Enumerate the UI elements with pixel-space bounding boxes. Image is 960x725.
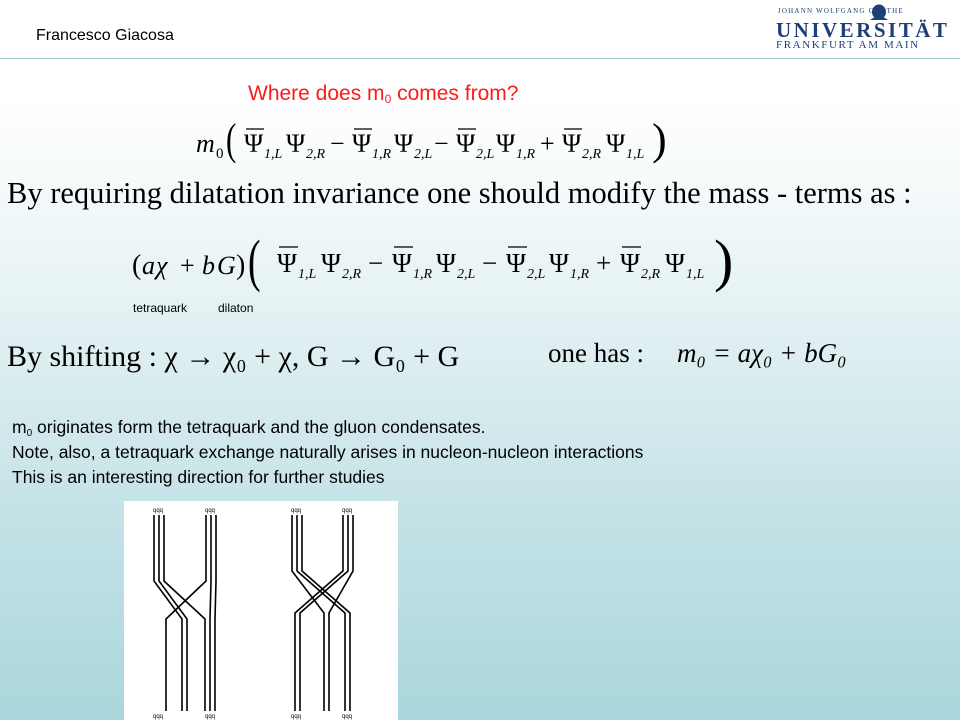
- svg-text:−: −: [482, 248, 498, 278]
- dilaton-label: dilaton: [218, 301, 254, 315]
- dilatation-statement: By requiring dilatation invariance one should modify the mass - terms as :: [7, 176, 912, 210]
- svg-text:2,L: 2,L: [476, 147, 495, 162]
- tetraquark-label: tetraquark: [133, 301, 188, 315]
- svg-text:Ψ: Ψ: [394, 129, 414, 158]
- svg-text:): ): [652, 118, 667, 164]
- svg-text:qqq: qqq: [342, 714, 353, 720]
- mass-term-formula: [196, 118, 726, 168]
- svg-text:Ψ: Ψ: [496, 129, 516, 158]
- svg-text:2,R: 2,R: [342, 267, 362, 282]
- slide-title: [248, 82, 518, 106]
- svg-text:−: −: [330, 129, 345, 158]
- svg-text:1,R: 1,R: [372, 147, 392, 162]
- tetraquark-exchange-diagram: [124, 501, 398, 720]
- svg-text:1,R: 1,R: [516, 147, 536, 162]
- quark-lines-graphic: [124, 501, 398, 720]
- svg-text:2,R: 2,R: [582, 147, 602, 162]
- svg-text:1,L: 1,L: [686, 267, 705, 282]
- shifting-statement: By shifting : χ → χ₀ + χ, G → G₀ + G: [7, 340, 460, 373]
- text-line-2: Note, also, a tetraquark exchange naturally arises in nucleon-nucleon interactions: [12, 442, 644, 462]
- svg-text:+: +: [180, 251, 195, 280]
- svg-text:qqq: qqq: [342, 508, 353, 514]
- dilatation-invariant-formula: [132, 234, 812, 298]
- header-divider: [0, 58, 960, 59]
- svg-text:2,L: 2,L: [457, 267, 476, 282]
- svg-text:0: 0: [216, 146, 224, 162]
- svg-text:Ψ: Ψ: [456, 129, 476, 158]
- svg-text:χ: χ: [156, 251, 168, 280]
- svg-text:+: +: [540, 129, 555, 158]
- svg-text:Ψ: Ψ: [352, 129, 372, 158]
- svg-text:Ψ: Ψ: [562, 129, 582, 158]
- svg-text:Ψ: Ψ: [321, 248, 341, 278]
- logo-line-3: FRANKFURT AM MAIN: [776, 39, 920, 51]
- svg-text:+: +: [596, 248, 612, 278]
- svg-text:−: −: [434, 129, 449, 158]
- svg-text:Ψ: Ψ: [620, 248, 640, 278]
- svg-text:1,L: 1,L: [626, 147, 645, 162]
- svg-text:2,R: 2,R: [641, 267, 661, 282]
- text-line-1: [12, 417, 485, 439]
- line1-subscript: 0: [26, 428, 33, 439]
- svg-text:Ψ: Ψ: [606, 129, 626, 158]
- text-line-3: This is an interesting direction for further studies: [12, 467, 385, 487]
- svg-text:Ψ: Ψ: [244, 129, 264, 158]
- svg-text:qqq: qqq: [153, 508, 164, 514]
- svg-text:Ψ: Ψ: [277, 248, 297, 278]
- svg-text:1,R: 1,R: [413, 267, 433, 282]
- svg-text:Ψ: Ψ: [506, 248, 526, 278]
- svg-text:Ψ: Ψ: [392, 248, 412, 278]
- title-main: Where does m: [248, 82, 385, 105]
- svg-text:2,R: 2,R: [306, 147, 326, 162]
- svg-text:b: b: [202, 251, 215, 280]
- svg-text:(: (: [132, 250, 142, 281]
- logo-line-1: JOHANN WOLFGANG GOETHE: [778, 7, 904, 15]
- author-name: Francesco Giacosa: [36, 27, 174, 44]
- svg-text:Ψ: Ψ: [549, 248, 569, 278]
- title-tail: comes from?: [391, 82, 519, 105]
- svg-text:qqq: qqq: [205, 714, 216, 720]
- svg-text:−: −: [368, 248, 384, 278]
- logo-line-2: UNIVERSITÄT: [776, 18, 950, 42]
- m0-equation: m₀ = aχ₀ + bG₀: [677, 338, 847, 368]
- svg-text:qqq: qqq: [153, 714, 164, 720]
- svg-text:m: m: [196, 129, 215, 158]
- svg-text:qqq: qqq: [205, 508, 216, 514]
- university-logo: [770, 4, 950, 52]
- svg-text:2,L: 2,L: [527, 267, 546, 282]
- svg-text:1,L: 1,L: [264, 147, 283, 162]
- svg-text:qqq: qqq: [291, 714, 302, 720]
- svg-text:Ψ: Ψ: [436, 248, 456, 278]
- svg-text:2,L: 2,L: [414, 147, 433, 162]
- svg-text:): ): [714, 234, 734, 293]
- line1-tail: originates form the tetraquark and the gluon condensates.: [32, 417, 486, 437]
- svg-text:G: G: [217, 251, 236, 280]
- svg-text:qqq: qqq: [291, 508, 302, 514]
- svg-text:1,L: 1,L: [298, 267, 317, 282]
- svg-text:(: (: [248, 234, 261, 294]
- line1-main: m: [12, 417, 27, 437]
- svg-text:a: a: [142, 251, 155, 280]
- svg-text:Ψ: Ψ: [286, 129, 306, 158]
- one-has-label: one has :: [548, 338, 644, 368]
- svg-text:1,R: 1,R: [570, 267, 590, 282]
- svg-text:(: (: [226, 118, 237, 165]
- title-subscript: 0: [384, 92, 392, 106]
- svg-text:Ψ: Ψ: [665, 248, 685, 278]
- svg-text:): ): [236, 250, 246, 281]
